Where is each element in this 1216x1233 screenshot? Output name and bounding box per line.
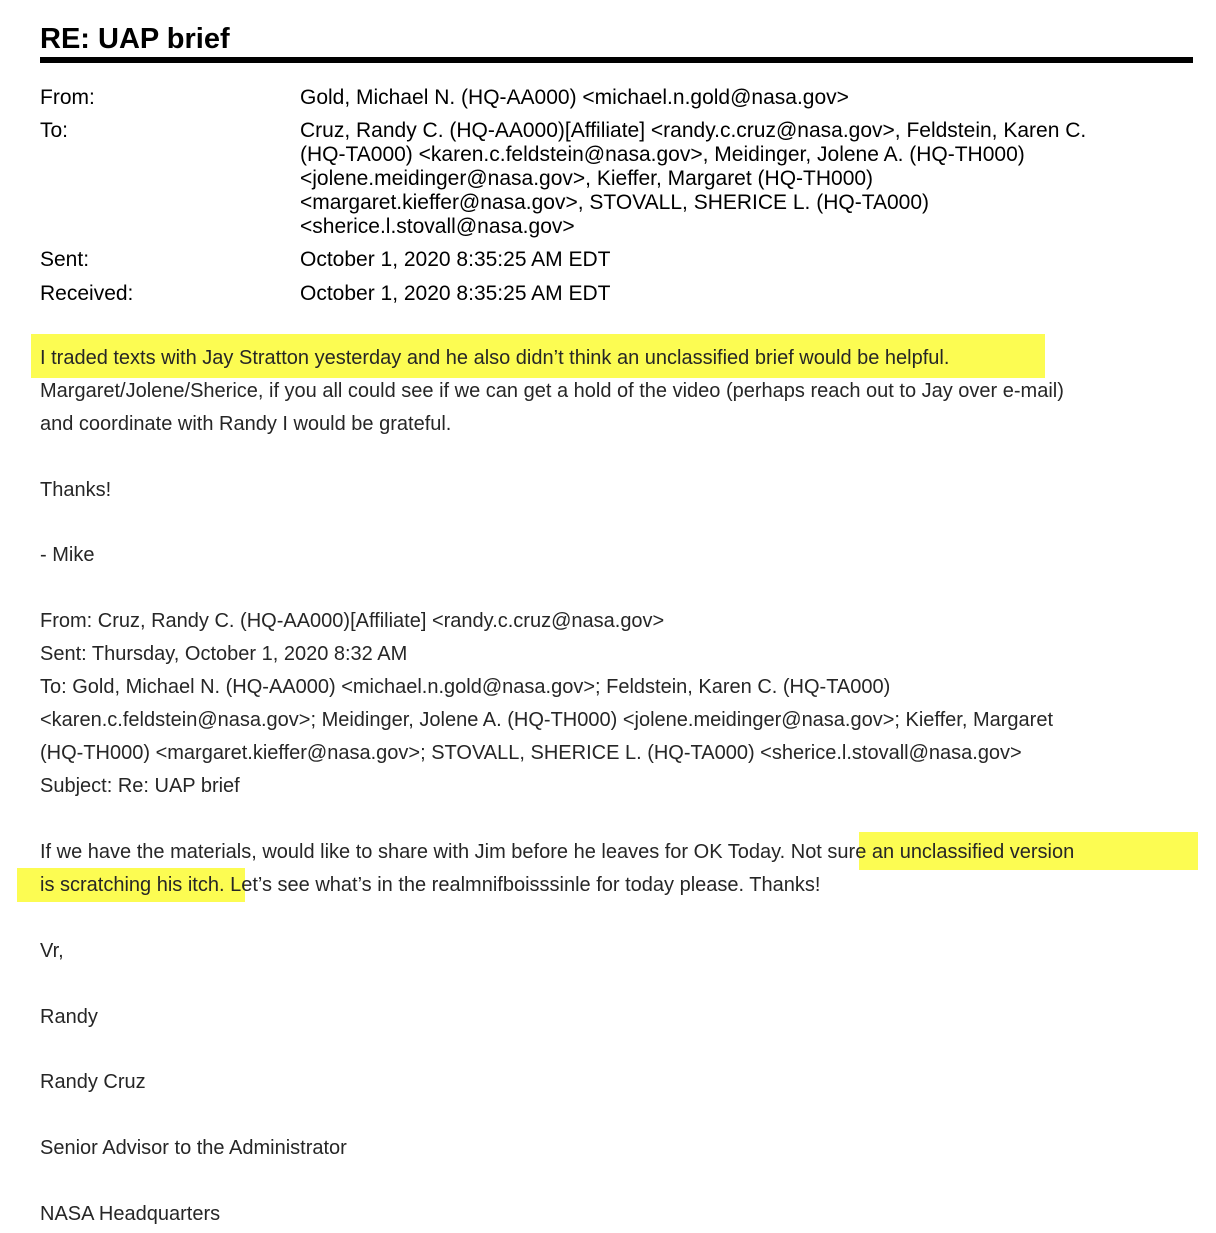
title-divider bbox=[40, 57, 1193, 63]
quoted-body-plain: If we have the materials, would like to share with Jim before he leaves for OK Today. bbox=[40, 841, 786, 863]
to-value-line: Cruz, Randy C. (HQ-AA000)[Affiliate] <randy.c.cruz@nasa.gov>, Feldstein, Karen C. bbox=[300, 119, 1087, 142]
quoted-body-line bbox=[40, 871, 820, 899]
quoted-to-line: <karen.c.feldstein@nasa.gov>; Meidinger, Jolene A. (HQ-TH000) <jolene.meidinger@nasa.gov>; Kieffer, Margaret bbox=[40, 709, 1054, 731]
reply-line: Margaret/Jolene/Sherice, if you all could see if we can get a hold of the video (perhaps reach out to Jay over e-mail) bbox=[40, 380, 1064, 402]
quoted-vr: Vr, bbox=[40, 940, 64, 962]
signature-full-name: Randy Cruz bbox=[40, 1071, 146, 1093]
from-label: From: bbox=[40, 86, 95, 109]
signature-role: Senior Advisor to the Administrator bbox=[40, 1137, 347, 1159]
received-value: October 1, 2020 8:35:25 AM EDT bbox=[300, 282, 611, 305]
sent-label: Sent: bbox=[40, 248, 90, 271]
to-label: To: bbox=[40, 119, 69, 142]
reply-highlighted-line: I traded texts with Jay Stratton yesterday and he also didn’t think an unclassified brief would be helpful. bbox=[40, 347, 950, 369]
reply-line: and coordinate with Randy I would be grateful. bbox=[40, 413, 452, 435]
to-value-line: <margaret.kieffer@nasa.gov>, STOVALL, SHERICE L. (HQ-TA000) bbox=[300, 191, 930, 214]
quoted-body-highlight: is scratching his itch. bbox=[40, 874, 225, 896]
quoted-body-highlight: Not sure an unclassified version bbox=[785, 841, 1075, 863]
reply-signoff: - Mike bbox=[40, 544, 95, 566]
email-subject-title: RE: UAP brief bbox=[40, 23, 230, 55]
sent-value: October 1, 2020 8:35:25 AM EDT bbox=[300, 248, 611, 271]
received-label: Received: bbox=[40, 282, 134, 305]
to-value-line: <sherice.l.stovall@nasa.gov> bbox=[300, 215, 575, 238]
to-value-line: (HQ-TA000) <karen.c.feldstein@nasa.gov>, Meidinger, Jolene A. (HQ-TH000) bbox=[300, 143, 1025, 166]
signature-org: NASA Headquarters bbox=[40, 1203, 221, 1225]
from-value: Gold, Michael N. (HQ-AA000) <michael.n.gold@nasa.gov> bbox=[300, 86, 849, 109]
quoted-from: From: Cruz, Randy C. (HQ-AA000)[Affiliate] <randy.c.cruz@nasa.gov> bbox=[40, 610, 665, 632]
quoted-to-line: To: Gold, Michael N. (HQ-AA000) <michael.n.gold@nasa.gov>; Feldstein, Karen C. (HQ-TA000) bbox=[40, 676, 891, 698]
quoted-to-line: (HQ-TH000) <margaret.kieffer@nasa.gov>; STOVALL, SHERICE L. (HQ-TA000) <sherice.l.stovall@nasa.gov> bbox=[40, 742, 1022, 764]
quoted-body-plain: Let’s see what’s in the realmnifboisssinle for today please. Thanks! bbox=[224, 874, 821, 896]
quoted-sent: Sent: Thursday, October 1, 2020 8:32 AM bbox=[40, 643, 408, 665]
quoted-body-line bbox=[40, 838, 1074, 866]
quoted-name: Randy bbox=[40, 1006, 98, 1028]
to-value-line: <jolene.meidinger@nasa.gov>, Kieffer, Margaret (HQ-TH000) bbox=[300, 167, 874, 190]
reply-thanks: Thanks! bbox=[40, 479, 112, 501]
quoted-subject: Subject: Re: UAP brief bbox=[40, 775, 240, 797]
